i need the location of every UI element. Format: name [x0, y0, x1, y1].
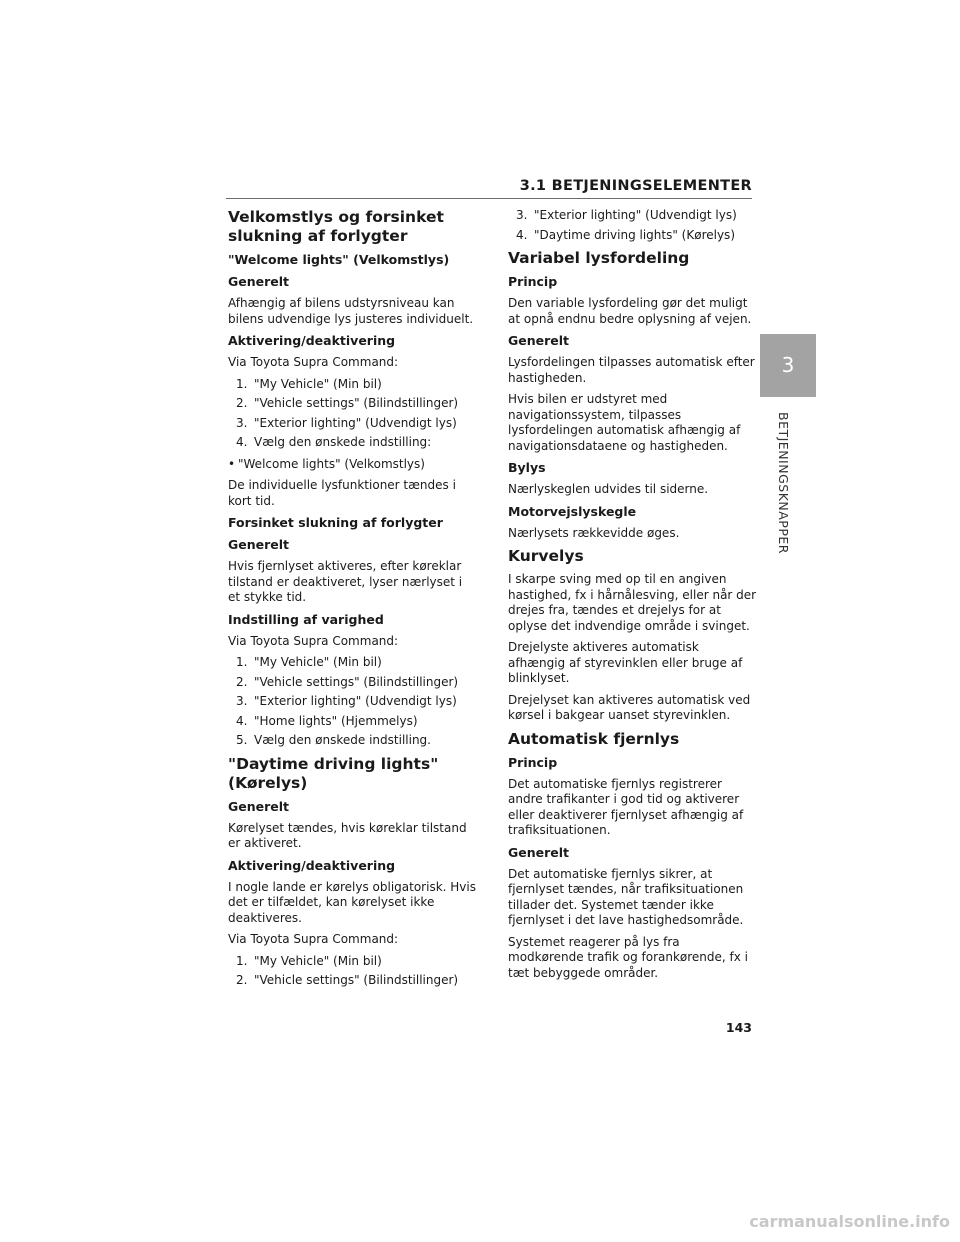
paragraph: De individuelle lysfunktioner tændes i kort tid.: [228, 478, 456, 508]
paragraph: Drejelyste aktiveres automatisk afhængig af styrevinklen eller bruge af blinklyset.: [508, 640, 743, 685]
list-item: [236, 675, 478, 691]
page-number: 143: [725, 1020, 752, 1035]
list-item-text: "Vehicle settings" (Bilindstillinger): [254, 396, 459, 410]
paragraph: Hvis bilen er udstyret med navigationssystem, tilpasses lysfordelingen automatisk afhængig af navigationsdataene og hastigheden.: [508, 392, 741, 453]
paragraph: Nærlysets rækkevidde øges.: [508, 525, 680, 540]
list-item-text: "My Vehicle" (Min bil): [254, 655, 382, 669]
list-item: [236, 655, 478, 671]
list-item-text: "Welcome lights" (Velkomstlys): [238, 456, 425, 471]
list-item-text: Vælg den ønskede indstilling.: [254, 733, 431, 747]
chapter-tab-number: 3: [760, 334, 816, 397]
bullet-list: [228, 457, 478, 473]
paragraph: Det automatiske fjernlys sikrer, at fjernlyset tændes, når trafiksituationen tillader det. Systemet tænder ikke fjernlyset i det lave hastighedsområde.: [508, 866, 744, 927]
list-item-number: 2.: [236, 396, 248, 410]
steps-list: [228, 954, 478, 989]
paragraph: Drejelyset kan aktiveres automatisk ved kørsel i bakgear uanset styrevinklen.: [508, 692, 751, 722]
heading-generelt: Generelt: [508, 333, 570, 348]
steps-list: [508, 208, 758, 243]
paragraph: Via Toyota Supra Command:: [228, 633, 399, 648]
heading-generelt: Generelt: [228, 537, 290, 552]
list-item: [236, 435, 478, 451]
list-item: [236, 973, 478, 989]
heading-indstilling: Indstilling af varighed: [228, 611, 384, 627]
list-item: [236, 416, 478, 432]
section-title-auto-fjernlys: Automatisk fjernlys: [508, 729, 680, 748]
list-item: [516, 208, 758, 224]
heading-aktivering: Aktivering/deaktivering: [228, 857, 396, 873]
heading-princip: Princip: [508, 754, 558, 770]
bullet-icon: •: [228, 456, 236, 471]
list-item-number: 2.: [236, 973, 248, 987]
paragraph: Systemet reagerer på lys fra modkørende trafik og forankørende, fx i tæt bebyggede områder.: [508, 934, 749, 980]
paragraph: Det automatiske fjernlys registrerer andre trafikanter i god tid og aktiverer eller deaktiverer fjernlyset afhængig af trafiksituationen.: [508, 776, 744, 837]
section-title-variabel: Variabel lysfordeling: [508, 249, 690, 267]
list-item-number: 3.: [236, 694, 248, 708]
paragraph: Lysfordelingen tilpasses automatisk efter hastigheden.: [508, 355, 755, 385]
list-item-number: 4.: [516, 227, 528, 242]
heading-forsinket: Forsinket slukning af forlygter: [228, 515, 443, 530]
list-item-text: "Home lights" (Hjemmelys): [254, 713, 418, 728]
list-item: [516, 228, 758, 244]
list-item: [228, 457, 478, 473]
list-item-text: "My Vehicle" (Min bil): [254, 953, 382, 968]
list-item-text: "Exterior lighting" (Udvendigt lys): [254, 415, 457, 430]
paragraph: Hvis fjernlyset aktiveres, efter køreklar tilstand er deaktiveret, lyser nærlyset i et stykke tid.: [228, 559, 463, 604]
steps-list: [228, 377, 478, 451]
chapter-tab-label-text: BETJENINGSKNAPPER: [776, 412, 791, 554]
list-item-text: "Vehicle settings" (Bilindstillinger): [254, 973, 459, 987]
list-item: [236, 377, 478, 393]
list-item-text: "Daytime driving lights" (Kørelys): [534, 227, 735, 242]
paragraph: I nogle lande er kørelys obligatorisk. Hvis det er tilfældet, kan kørelyset ikke deaktiveres.: [228, 879, 476, 925]
paragraph: Via Toyota Supra Command:: [228, 932, 399, 946]
list-item-number: 5.: [236, 733, 248, 747]
list-item-text: "My Vehicle" (Min bil): [254, 376, 382, 391]
heading-princip: Princip: [508, 274, 558, 289]
paragraph: Afhængig af bilens udstyrsniveau kan bilens udvendige lys justeres individuelt.: [228, 296, 474, 326]
list-item-number: 4.: [236, 435, 248, 449]
list-item: [236, 396, 478, 412]
heading-bylys: Bylys: [508, 460, 546, 475]
list-item: [236, 694, 478, 710]
subsection-welcome-lights: "Welcome lights" (Velkomstlys): [228, 252, 450, 267]
list-item-text: Vælg den ønskede indstilling:: [254, 435, 432, 449]
paragraph: Nærlyskeglen udvides til siderne.: [508, 482, 709, 496]
header-divider: [226, 198, 752, 199]
list-item-text: "Exterior lighting" (Udvendigt lys): [534, 208, 737, 222]
section-title-welcome: Velkomstlys og forsinket slukning af forlygter: [228, 208, 444, 245]
section-header: 3.1 BETJENINGSELEMENTER: [519, 178, 752, 194]
list-item-number: 1.: [236, 953, 248, 968]
steps-list: [228, 655, 478, 749]
paragraph: I skarpe sving med op til en angiven hastighed, fx i hårnålesving, eller når der drejes fra, tændes et drejelys for at oplyse det indvendige område i svinget.: [508, 572, 757, 633]
heading-motorvej: Motorvejslyskegle: [508, 503, 637, 519]
section-title-kurvelys: Kurvelys: [508, 547, 584, 565]
paragraph: Via Toyota Supra Command:: [228, 355, 399, 369]
right-column: [508, 208, 758, 987]
watermark: carmanualsonline.info: [749, 1212, 950, 1231]
list-item-text: "Exterior lighting" (Udvendigt lys): [254, 694, 457, 708]
list-item-number: 4.: [236, 713, 248, 728]
section-title-daytime: "Daytime driving lights" (Kørelys): [228, 754, 439, 792]
heading-aktivering: Aktivering/deaktivering: [228, 333, 396, 348]
paragraph: Den variable lysfordeling gør det muligt at opnå endnu bedre oplysning af vejen.: [508, 296, 752, 326]
list-item: [236, 714, 478, 730]
heading-generelt: Generelt: [228, 798, 290, 814]
heading-generelt: Generelt: [508, 844, 570, 860]
list-item: [236, 954, 478, 970]
chapter-tab-label: [776, 412, 800, 652]
list-item-number: 1.: [236, 655, 248, 669]
paragraph: Kørelyset tændes, hvis køreklar tilstand er aktiveret.: [228, 820, 467, 850]
list-item-number: 3.: [236, 415, 248, 430]
list-item-number: 2.: [236, 674, 248, 689]
list-item: [236, 733, 478, 749]
list-item-text: "Vehicle settings" (Bilindstillinger): [254, 674, 459, 689]
list-item-number: 3.: [516, 208, 528, 222]
list-item-number: 1.: [236, 376, 248, 391]
left-column: [228, 208, 478, 995]
heading-generelt: Generelt: [228, 274, 290, 289]
